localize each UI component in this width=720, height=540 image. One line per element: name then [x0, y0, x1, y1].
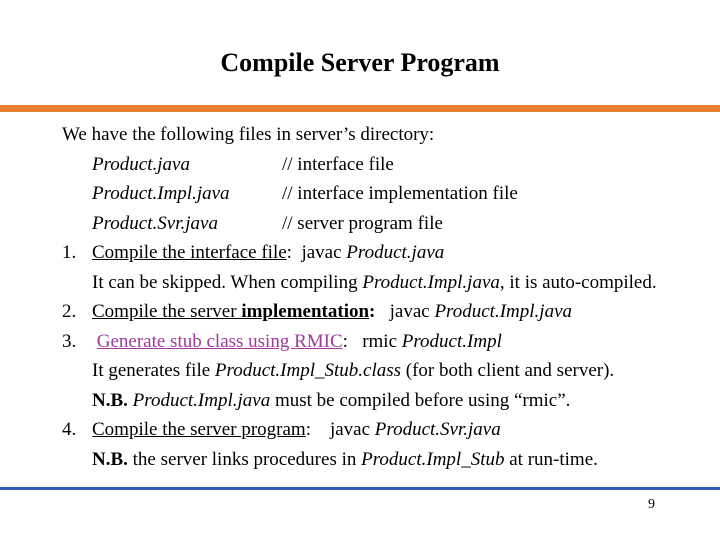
file-row: [62, 209, 712, 239]
note-text: It can be skipped. When compiling: [92, 271, 363, 293]
intro-line: We have the following files in server’s directory:: [62, 124, 435, 145]
step-label: Compile the interface file: [92, 242, 287, 263]
note-text: must be compiled before using “rmic”.: [270, 389, 571, 411]
step-command-arg: Product.Impl: [401, 330, 502, 352]
file-name: Product.Impl.java: [92, 183, 230, 204]
step-number: 2.: [62, 301, 77, 322]
step-number: 3.: [62, 330, 77, 352]
note-filename: Product.Impl_Stub.class: [214, 360, 402, 381]
step-colon: :: [369, 301, 376, 322]
rmic-link[interactable]: Generate stub class using RMIC: [96, 330, 343, 352]
file-comment: // server program file: [282, 212, 443, 234]
slide-body: [62, 120, 712, 474]
nb-label: N.B.: [92, 448, 128, 470]
file-row: [62, 150, 712, 180]
note-text: It generates file: [92, 360, 215, 381]
file-row: [62, 179, 712, 209]
note-text: the server links procedures in: [127, 448, 362, 470]
step-2: [62, 297, 712, 327]
step-colon: :: [286, 242, 292, 263]
file-name: Product.Svr.java: [92, 212, 218, 234]
step-command-arg: Product.java: [346, 242, 445, 263]
step-1-note: [62, 268, 712, 298]
file-name: Product.java: [92, 153, 190, 175]
step-4-note: [62, 445, 712, 475]
note-filename: Product.Impl.java: [362, 271, 500, 293]
step-command: javac: [389, 301, 435, 322]
note-text: at run-time.: [504, 448, 598, 470]
page-number: 9: [648, 497, 655, 512]
step-label-emphasis: implementation: [241, 301, 370, 322]
file-comment: // interface implementation file: [282, 183, 518, 204]
note-filename: Product.Impl.java: [132, 389, 271, 411]
note-text: (for both client and server).: [401, 360, 615, 381]
step-command-arg: Product.Impl.java: [434, 301, 572, 322]
step-3-note-2: [62, 386, 712, 416]
step-number: 4.: [62, 419, 77, 440]
step-command: javac: [301, 242, 347, 263]
note-filename: Product.Impl_Stub: [361, 448, 505, 470]
step-3: [62, 327, 712, 357]
nb-label: N.B.: [92, 389, 133, 411]
slide-title: Compile Server Program: [220, 48, 500, 77]
step-label: Compile the server program: [92, 419, 306, 440]
bottom-divider: [0, 487, 720, 490]
step-4: [62, 415, 712, 445]
step-3-note-1: [62, 356, 712, 386]
step-colon: :: [342, 330, 348, 352]
step-command: rmic: [362, 330, 402, 352]
file-comment: // interface file: [282, 153, 394, 175]
step-command-arg: Product.Svr.java: [374, 419, 501, 440]
step-label: Compile the server: [92, 301, 242, 322]
top-divider: [0, 105, 720, 112]
step-colon: :: [305, 419, 311, 440]
step-number: 1.: [62, 242, 77, 263]
step-command: javac: [329, 419, 375, 440]
note-text: , it is auto-compiled.: [499, 271, 657, 293]
step-1: [62, 238, 712, 268]
